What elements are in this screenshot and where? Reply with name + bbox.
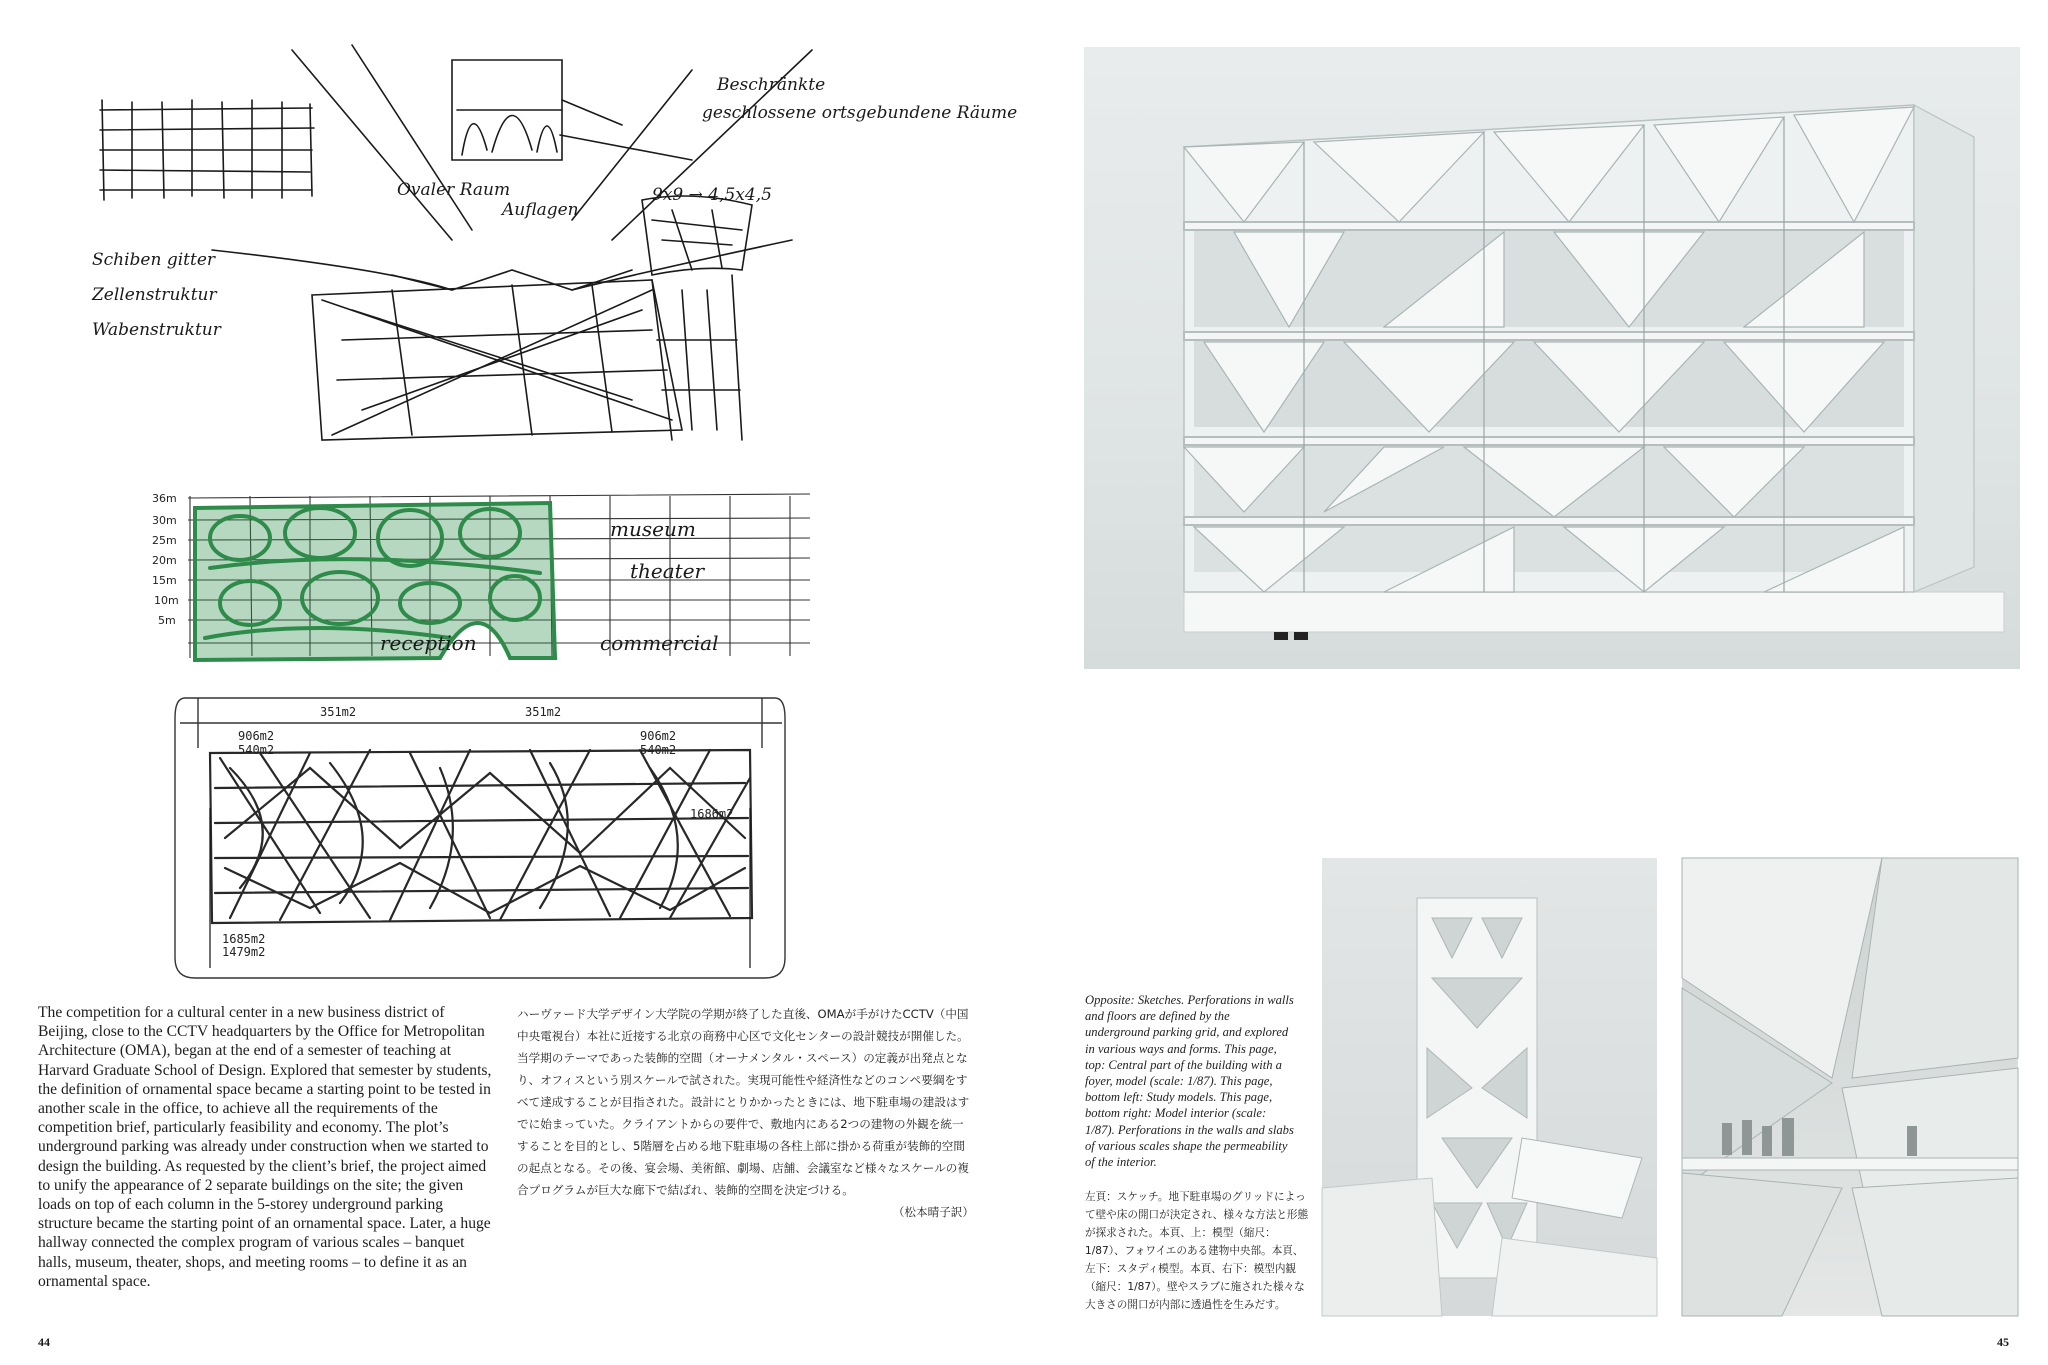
annotation-grid: 9x9 → 4,5x4,5 xyxy=(652,185,772,205)
annotation-reception: reception xyxy=(380,631,477,655)
page-number-right: 45 xyxy=(1997,1335,2009,1349)
annotation-museum: museum xyxy=(610,517,696,541)
annotation-2: geschlossene ortsgebundene Räume xyxy=(702,103,1018,123)
photo-main-drawing xyxy=(1084,47,2020,669)
sketch-plan-drawing xyxy=(170,688,790,988)
plan-area-label: 1685m2 xyxy=(222,932,266,946)
caption-english: Opposite: Sketches. Perforations in walls and floors are defined by the underground parking grid, and explored in various ways and forms. This page, top: Central part of the building with a foyer, model (scale: 1/87). This page, bottom left: Study models. This page, bottom right: Model interior (scale: 1/87). Perforations in the walls and slabs of various scales shape the permeability of the interior. xyxy=(1085,993,1294,1170)
photo-model-central-foyer xyxy=(1084,47,2020,669)
annotation-auflagen: Auflagen xyxy=(502,200,579,220)
sketch-green-drawing xyxy=(150,478,820,688)
sketch-plan-lattice xyxy=(170,688,790,988)
photo-model-interior xyxy=(1682,858,2018,1316)
photo-right-drawing xyxy=(1682,858,2018,1316)
body-text-japanese xyxy=(517,1003,974,1223)
annotation-zellenstruktur: Zellenstruktur xyxy=(92,285,217,305)
plan-area-label: 1479m2 xyxy=(222,945,266,959)
annotation-theater: theater xyxy=(630,559,705,583)
scale-label: 30m xyxy=(152,514,177,527)
plan-area-label: 351m2 xyxy=(525,705,562,719)
plan-area-label: 540m2 xyxy=(640,743,677,757)
plan-area-label: 540m2 xyxy=(238,743,275,757)
body-text-japanese-paragraph: ハーヴァード大学デザイン大学院の学期が終了した直後、OMAが手がけたCCTV（中国中央電視台）本社に近接する北京の商務中心区で文化センターの設計競技が開催した。当学期のテーマであった装飾的空間（オーナメンタル・スペース）の定義が出発点となり、オフィスという別スケールで試された。実現可能性や経済性などのコンペ要綱をすべて達成することが目指された。設計にとりかかったときには、地下駐車場の建設はすでに始まっていた。クライアントからの要件で、敷地内にある2つの建物の外観を統一することを目的とし、5階層を占める地下駐車場の各柱上部に掛かる荷重が装飾的空間の起点となる。その後、宴会場、美術館、劇場、店舗、会議室など様々なスケールの複合プログラムが巨大な廊下で結ばれ、装飾的空間を決定づける。 xyxy=(517,1007,970,1197)
annotation-commercial: commercial xyxy=(600,631,719,655)
annotation-zellen: Schiben gitter xyxy=(92,250,216,270)
sketch-section-green xyxy=(150,478,820,688)
photo-left-drawing xyxy=(1322,858,1657,1316)
scale-label: 20m xyxy=(152,554,177,567)
page-number-left: 44 xyxy=(38,1335,50,1349)
scale-label: 5m xyxy=(158,614,176,627)
plan-area-label: 351m2 xyxy=(320,705,357,719)
caption-japanese: 左頁：スケッチ。地下駐車場のグリッドによって壁や床の開口が決定され、様々な方法と形態が探求された。本頁、上：模型（縮尺：1/87）、フォワイエのある建物中央部。本頁、左下：スタディ模型。本頁、右下：模型内観（縮尺：1/87）。壁やスラブに施された様々な大きさの開口が内部に透過性を生みだす。 xyxy=(1085,1191,1309,1311)
plan-area-label: 906m2 xyxy=(238,729,275,743)
scale-label: 36m xyxy=(152,492,177,505)
sketch-top-drawing xyxy=(92,40,1018,460)
body-text-english: The competition for a cultural center in a new business district of Beijing, close to the CCTV headquarters by the Office for Metropolitan Architecture (OMA), began at the end of a semester of teaching at Harvard Graduate School of Design. Explored that semester by students, the definition of ornamental space became a starting point to be tested in another scale in the office, to achieve all the requirements of the competition brief, particularly feasibility and economy. The plot’s underground parking was already under construction when we started to design the building. As requested by the client’s brief, the project aimed to unify the appearance of 2 separate buildings on the site; the given loads on top of each column in the 5-storey underground parking structure became the starting point of an ornamental space. Later, a huge hallway connected the complex program of various scales – banquet halls, museum, theater, shops, and meeting rooms – to define it as an ornamental space. xyxy=(38,1004,492,1290)
scale-label: 15m xyxy=(152,574,177,587)
annotation-waben: Wabenstruktur xyxy=(92,320,221,340)
translator-credit: （松本晴子訳） xyxy=(892,1205,974,1219)
photo-study-models xyxy=(1322,858,1657,1316)
annotation-ovaler: Ovaler Raum xyxy=(397,180,511,200)
plan-area-label: 906m2 xyxy=(640,729,677,743)
scale-label: 25m xyxy=(152,534,177,547)
plan-area-label: 1686m2 xyxy=(690,807,734,821)
sketch-perforation-studies xyxy=(92,40,1018,460)
annotation-1: Beschränkte xyxy=(717,75,826,95)
scale-label: 10m xyxy=(154,594,179,607)
